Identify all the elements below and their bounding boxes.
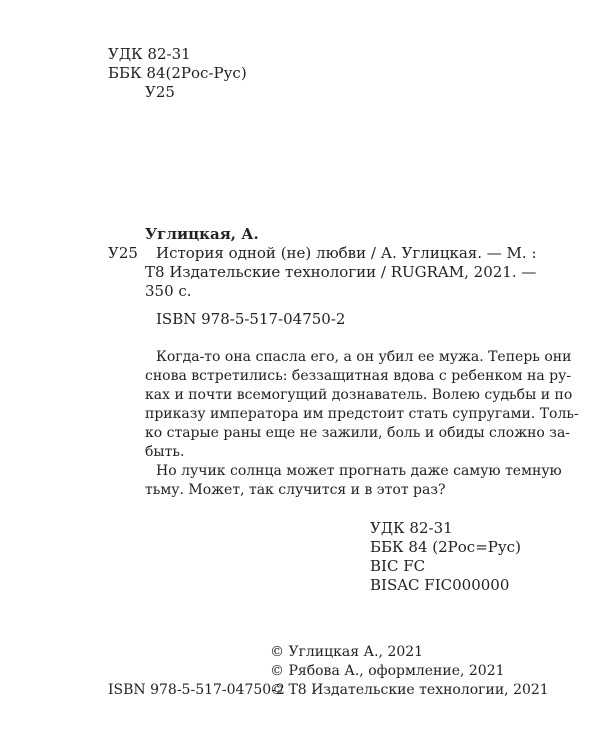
record-title-line2: Т8 Издательские технологии / RUGRAM, 2021. — (145, 263, 537, 281)
annotation-line-8: тьму. Может, так случится и в этот раз? (145, 482, 446, 498)
annotation-line-1: Когда-то она спасла его, а он убил ее мужа. Теперь они (156, 349, 572, 365)
class-bbk: ББК 84 (2Рос=Рус) (370, 538, 521, 556)
class-bisac: BISAC FIC000000 (370, 576, 510, 594)
copyright-design: © Рябова А., оформление, 2021 (270, 663, 505, 679)
class-udk: УДК 82-31 (370, 519, 453, 537)
copyright-publisher: © Т8 Издательские технологии, 2021 (270, 682, 549, 698)
annotation-line-7: Но лучик солнца может прогнать даже самую темную (156, 463, 562, 479)
annotation-line-5: ко старые раны еще не зажили, боль и обиды сложно за- (145, 425, 571, 441)
annotation-line-6: быть. (145, 444, 185, 460)
record-pages: 350 с. (145, 282, 192, 300)
copyright-author: © Углицкая А., 2021 (270, 644, 424, 660)
record-title-line1: История одной (не) любви / А. Углицкая. — М. : (156, 244, 537, 262)
header-bbk: ББК 84(2Рос-Рус) (108, 64, 247, 82)
annotation-line-2: снова встретились: беззащитная вдова с ребенком на ру- (145, 368, 572, 384)
class-bic: BIC FC (370, 557, 426, 575)
annotation-line-4: приказу императора им предстоит стать супругами. Толь- (145, 406, 579, 422)
record-author-mark: У25 (108, 244, 138, 262)
footer-isbn: ISBN 978-5-517-04750-2 (108, 682, 285, 698)
header-udk: УДК 82-31 (108, 45, 191, 63)
record-author: Углицкая, А. (145, 225, 259, 243)
header-author-mark: У25 (145, 83, 175, 101)
annotation-line-3: ках и почти всемогущий дознаватель. Волею судьбы и по (145, 387, 573, 403)
record-isbn: ISBN 978-5-517-04750-2 (156, 310, 346, 328)
